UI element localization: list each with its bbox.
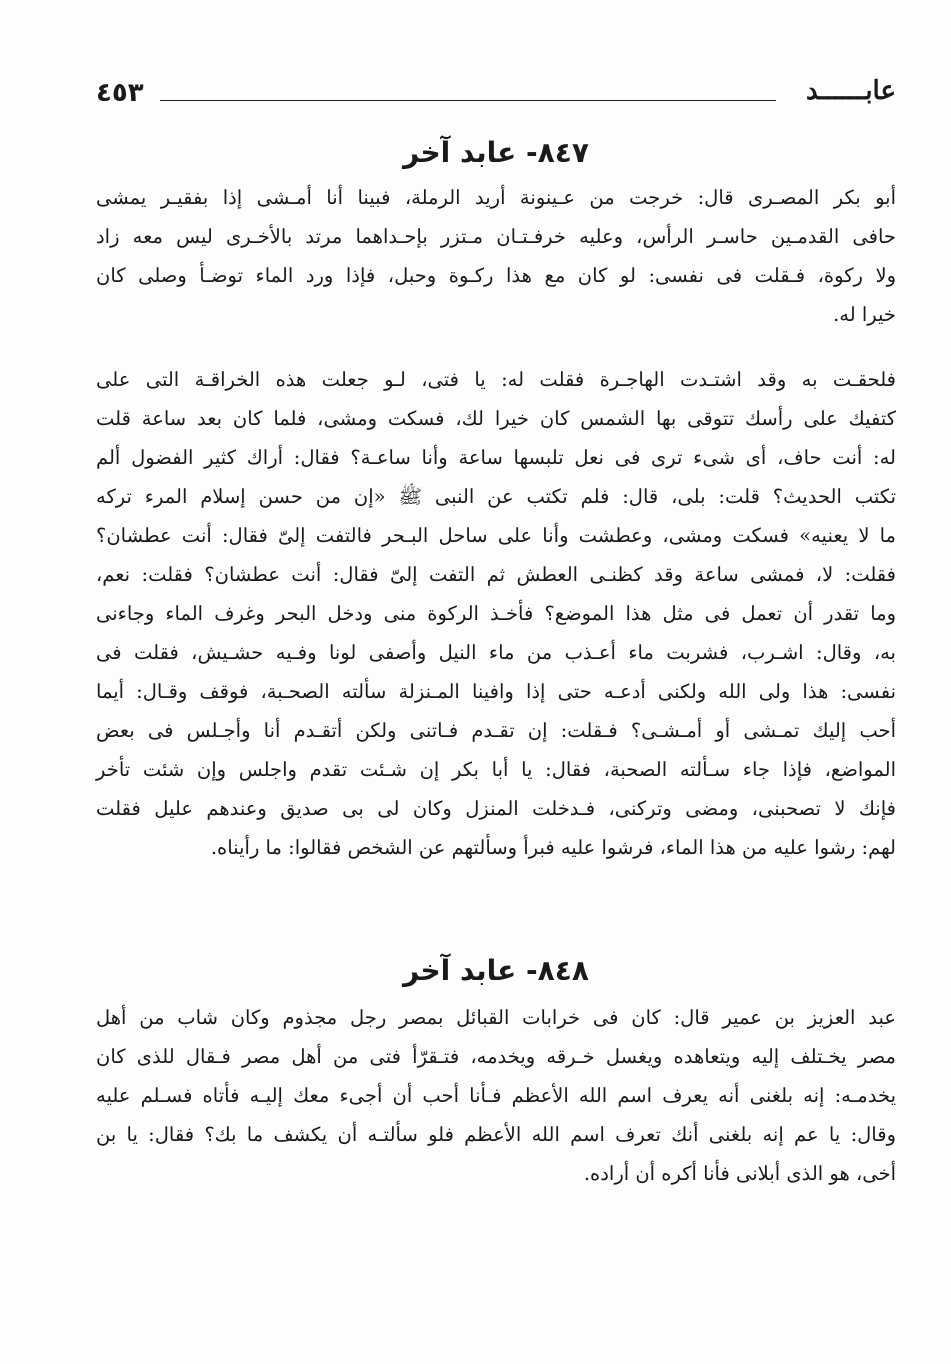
text-line: تكتب الحديث؟ قلت: بلى، قال: فلم تكتب عن النبى ﷺ «إن من حسن إسلام المرء تركه (96, 485, 896, 508)
page-header (96, 78, 896, 118)
paragraph-847-1 (96, 178, 896, 334)
text-line: وقال: يا عم إنه بلغنى أنك تعرف اسم الله الأعظم فلو سألتـه أن يكشف ما بك؟ فقال: يا بن (96, 1123, 896, 1146)
text-line: خيرا له. (833, 303, 896, 326)
section-heading-847: ٨٤٧- عابد آخر (403, 136, 589, 169)
text-line: ولا ركوة، فـقلت فى نفسى: لو كان مع هذا ركـوة وحبل، فإذا ورد الماء توضـأ وصلى كان (96, 264, 896, 287)
text-line: أبو بكر المصـرى قال: خرجت من عـينونة أريد الرملة، فبينا أنا أمـشى إذا بفقيـر يمشى (96, 186, 896, 209)
section-heading-848: ٨٤٨- عابد آخر (403, 954, 589, 987)
text-line: لهم: رشوا عليه من هذا الماء، فرشوا عليه فبرأ وسألتهم عن الشخص فقالوا: ما رأيناه. (210, 836, 896, 859)
paragraph-848-1 (96, 998, 896, 1193)
text-line: عبد العزيز بن عمير قال: كان فى خرابات القبائل بمصر رجل مجذوم وكان شاب من أهل (96, 1006, 896, 1029)
text-line: نفسى: هذا ولى الله ولكنى أدعـه حتى إذا وافينا المـنزلة سألته الصحـبة، فوقف وقـال: أيما (96, 680, 896, 703)
running-title: عابــــــد (805, 76, 896, 106)
text-line: كتفيك على رأسك تتوقى بها الشمس كان خيرا لك، فسكت ومشى، فلما كان بعد ساعة قلت (96, 407, 896, 430)
text-line: فقلت: لا، فمشى ساعة وقد كظنـى العطش ثم التفت إلىّ فقال: أنت عطشان؟ فقلت: نعم، (96, 563, 896, 586)
text-line: المواضع، فإذا جاء سـألته الصحبة، فقال: يا أبا بكر إن شـئت تقدم واجلس وإن شئت تأخر (96, 758, 896, 781)
text-line: يخدمـه: إنه بلغنى أنه يعرف اسم الله الأعظم فـأنا أحب أن أجىء معك إليـه فأتاه فسـلم عليه (96, 1084, 896, 1107)
header-rule (160, 100, 776, 101)
text-line: ما لا يعنيه» فسكت ومشى، وعطشت وأنا على ساحل البـحر فالتفت إلىّ فقال: أنت عطشان؟ (96, 524, 896, 547)
text-line: مصر يخـتلف إليه ويتعاهده ويغسل خـرقه ويخدمه، فتـقرّأ فتى من أهل مصر فـقال للذى كان (96, 1045, 896, 1068)
page-number: ٤٥٣ (96, 78, 144, 108)
text-line: حافى القدمـين حاسـر الرأس، وعليه خرفـتـان مـتزر بإحـداهما مرتد بالأخـرى ليس معه زاد (96, 225, 896, 248)
text-line: له: أنت حاف، أى شىء ترى فى نعل تلبسها ساعة وأنا ساعـة؟ فقال: أراك كثير الفضول ألم (96, 446, 896, 469)
text-line: وما تقدر أن تعمل فى مثل هذا الموضع؟ فأخـذ الركوة منى ودخل البحر وغرف الماء وجاءنى (96, 602, 896, 625)
text-line: به، وقال: اشـرب، فشربت ماء أعـذب من ماء النيل وأصفى لونا وفـيه حشـيش، فقلت فى (96, 641, 896, 664)
text-line: أحب إليك تمـشى أو أمـشـى؟ فـقلت: إن تقـدم فـاتنى ولكن أتقـدم أنا وأجـلس فى بعض (96, 719, 896, 742)
text-line: فإنك لا تصحبنى، ومضى وتركنى، فـدخلت المنزل وكان لى بى صديق وعندهم عليل فقلت (96, 797, 896, 820)
text-line: فلحقـت به وقد اشتـدت الهاجـرة فقلت له: يا فتى، لـو جعلت هذه الخراقـة التى على (96, 368, 896, 391)
paragraph-847-2 (96, 360, 896, 867)
text-line: أخى، هو الذى أبلانى فأنا أكره أن أراده. (583, 1162, 896, 1185)
